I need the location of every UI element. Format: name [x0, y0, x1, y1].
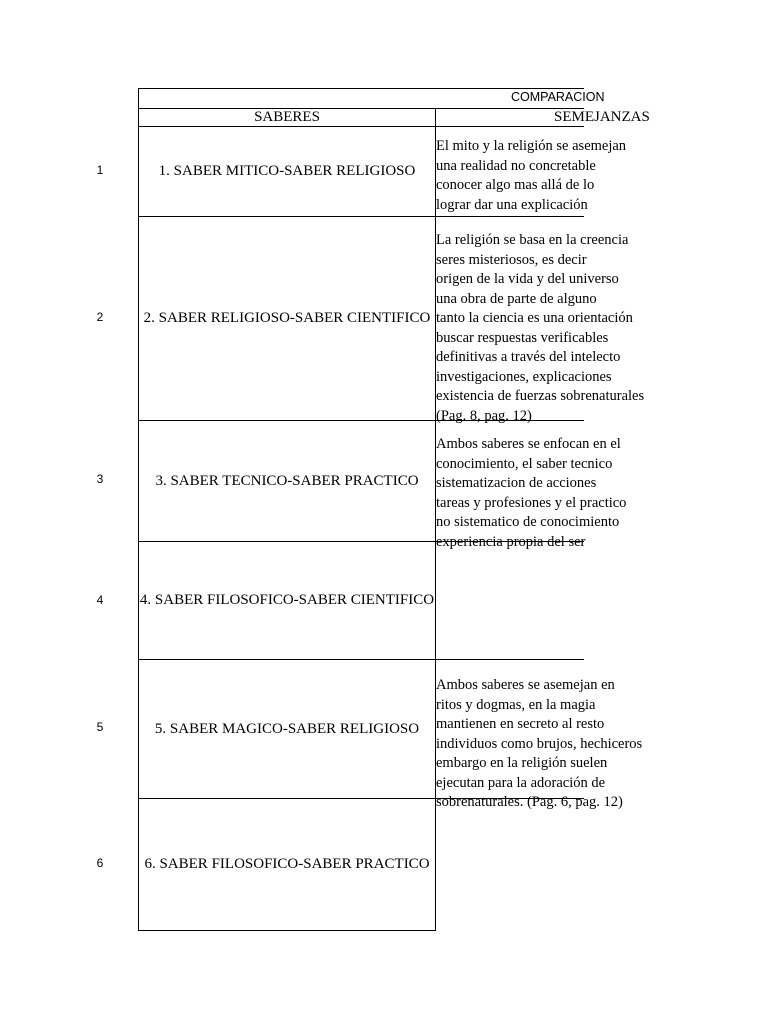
saber-cell: 2. SABER RELIGIOSO-SABER CIENTIFICO	[143, 310, 431, 326]
description-cell	[436, 137, 627, 215]
row-number: 5	[96, 720, 104, 734]
row-number: 3	[96, 472, 104, 486]
description-line: investigaciones, explicaciones	[436, 368, 612, 385]
description-line: definitivas a través del intelecto	[436, 349, 621, 365]
description-line: origen de la vida y del universo	[436, 271, 619, 287]
description-line: sistematizacion de acciones	[436, 475, 597, 491]
description-line: tareas y profesiones y el practico	[436, 494, 627, 511]
description-cell	[436, 676, 643, 813]
description-line: ritos y dogmas, en la magia	[436, 696, 596, 713]
description-line: Ambos saberes se enfocan en el	[436, 436, 621, 452]
header-saberes: SABERES	[254, 109, 320, 125]
saber-cell: 6. SABER FILOSOFICO-SABER PRACTICO	[144, 856, 430, 872]
description-line: El mito y la religión se asemejan	[436, 138, 627, 154]
description-line: ejecutan para la adoración de	[436, 774, 606, 791]
description-line: experiencia propia del ser	[436, 533, 586, 550]
description-line: conocer algo mas allá de lo	[436, 177, 595, 193]
header-semejanzas: SEMEJANZAS	[554, 109, 650, 125]
description-cell	[436, 435, 627, 552]
description-line: sobrenaturales. (Pag. 6, pag. 12)	[436, 794, 623, 810]
row-number: 6	[96, 856, 104, 870]
saber-cell: 5. SABER MAGICO-SABER RELIGIOSO	[154, 720, 420, 737]
description-line: mantienen en secreto al resto	[436, 716, 605, 732]
description-line: (Pag. 8, pag. 12)	[436, 407, 532, 424]
row-number: 1	[96, 163, 104, 177]
description-line: no sistematico de conocimiento	[436, 514, 620, 530]
description-line: lograr dar una explicación	[436, 196, 588, 213]
description-line: conocimiento, el saber tecnico	[436, 455, 613, 472]
description-line: seres misteriosos, es decir	[436, 251, 587, 268]
description-cell	[436, 231, 645, 426]
saber-cell: 4. SABER FILOSOFICO-SABER CIENTIFICO	[139, 592, 435, 608]
description-line: La religión se basa en la creencia	[436, 232, 629, 248]
description-line: buscar respuestas verificables	[436, 329, 609, 346]
description-line: Ambos saberes se asemejan en	[436, 677, 615, 693]
table-border-bottom	[138, 930, 436, 931]
table-border-top	[138, 88, 584, 89]
saber-cell: 3. SABER TECNICO-SABER PRACTICO	[155, 472, 419, 489]
saber-cell: 1. SABER MITICO-SABER RELIGIOSO	[158, 163, 416, 179]
description-line: embargo en la religión suelen	[436, 755, 608, 771]
description-line: tanto la ciencia es una orientación	[436, 310, 633, 326]
table-title: COMPARACION	[511, 90, 605, 104]
description-line: una obra de parte de alguno	[436, 290, 597, 307]
row-number: 2	[96, 310, 104, 324]
description-line: existencia de fuerzas sobrenaturales	[436, 388, 645, 404]
description-line: una realidad no concretable	[436, 157, 596, 174]
description-line: individuos como brujos, hechiceros	[436, 735, 643, 752]
row-number: 4	[96, 593, 104, 607]
